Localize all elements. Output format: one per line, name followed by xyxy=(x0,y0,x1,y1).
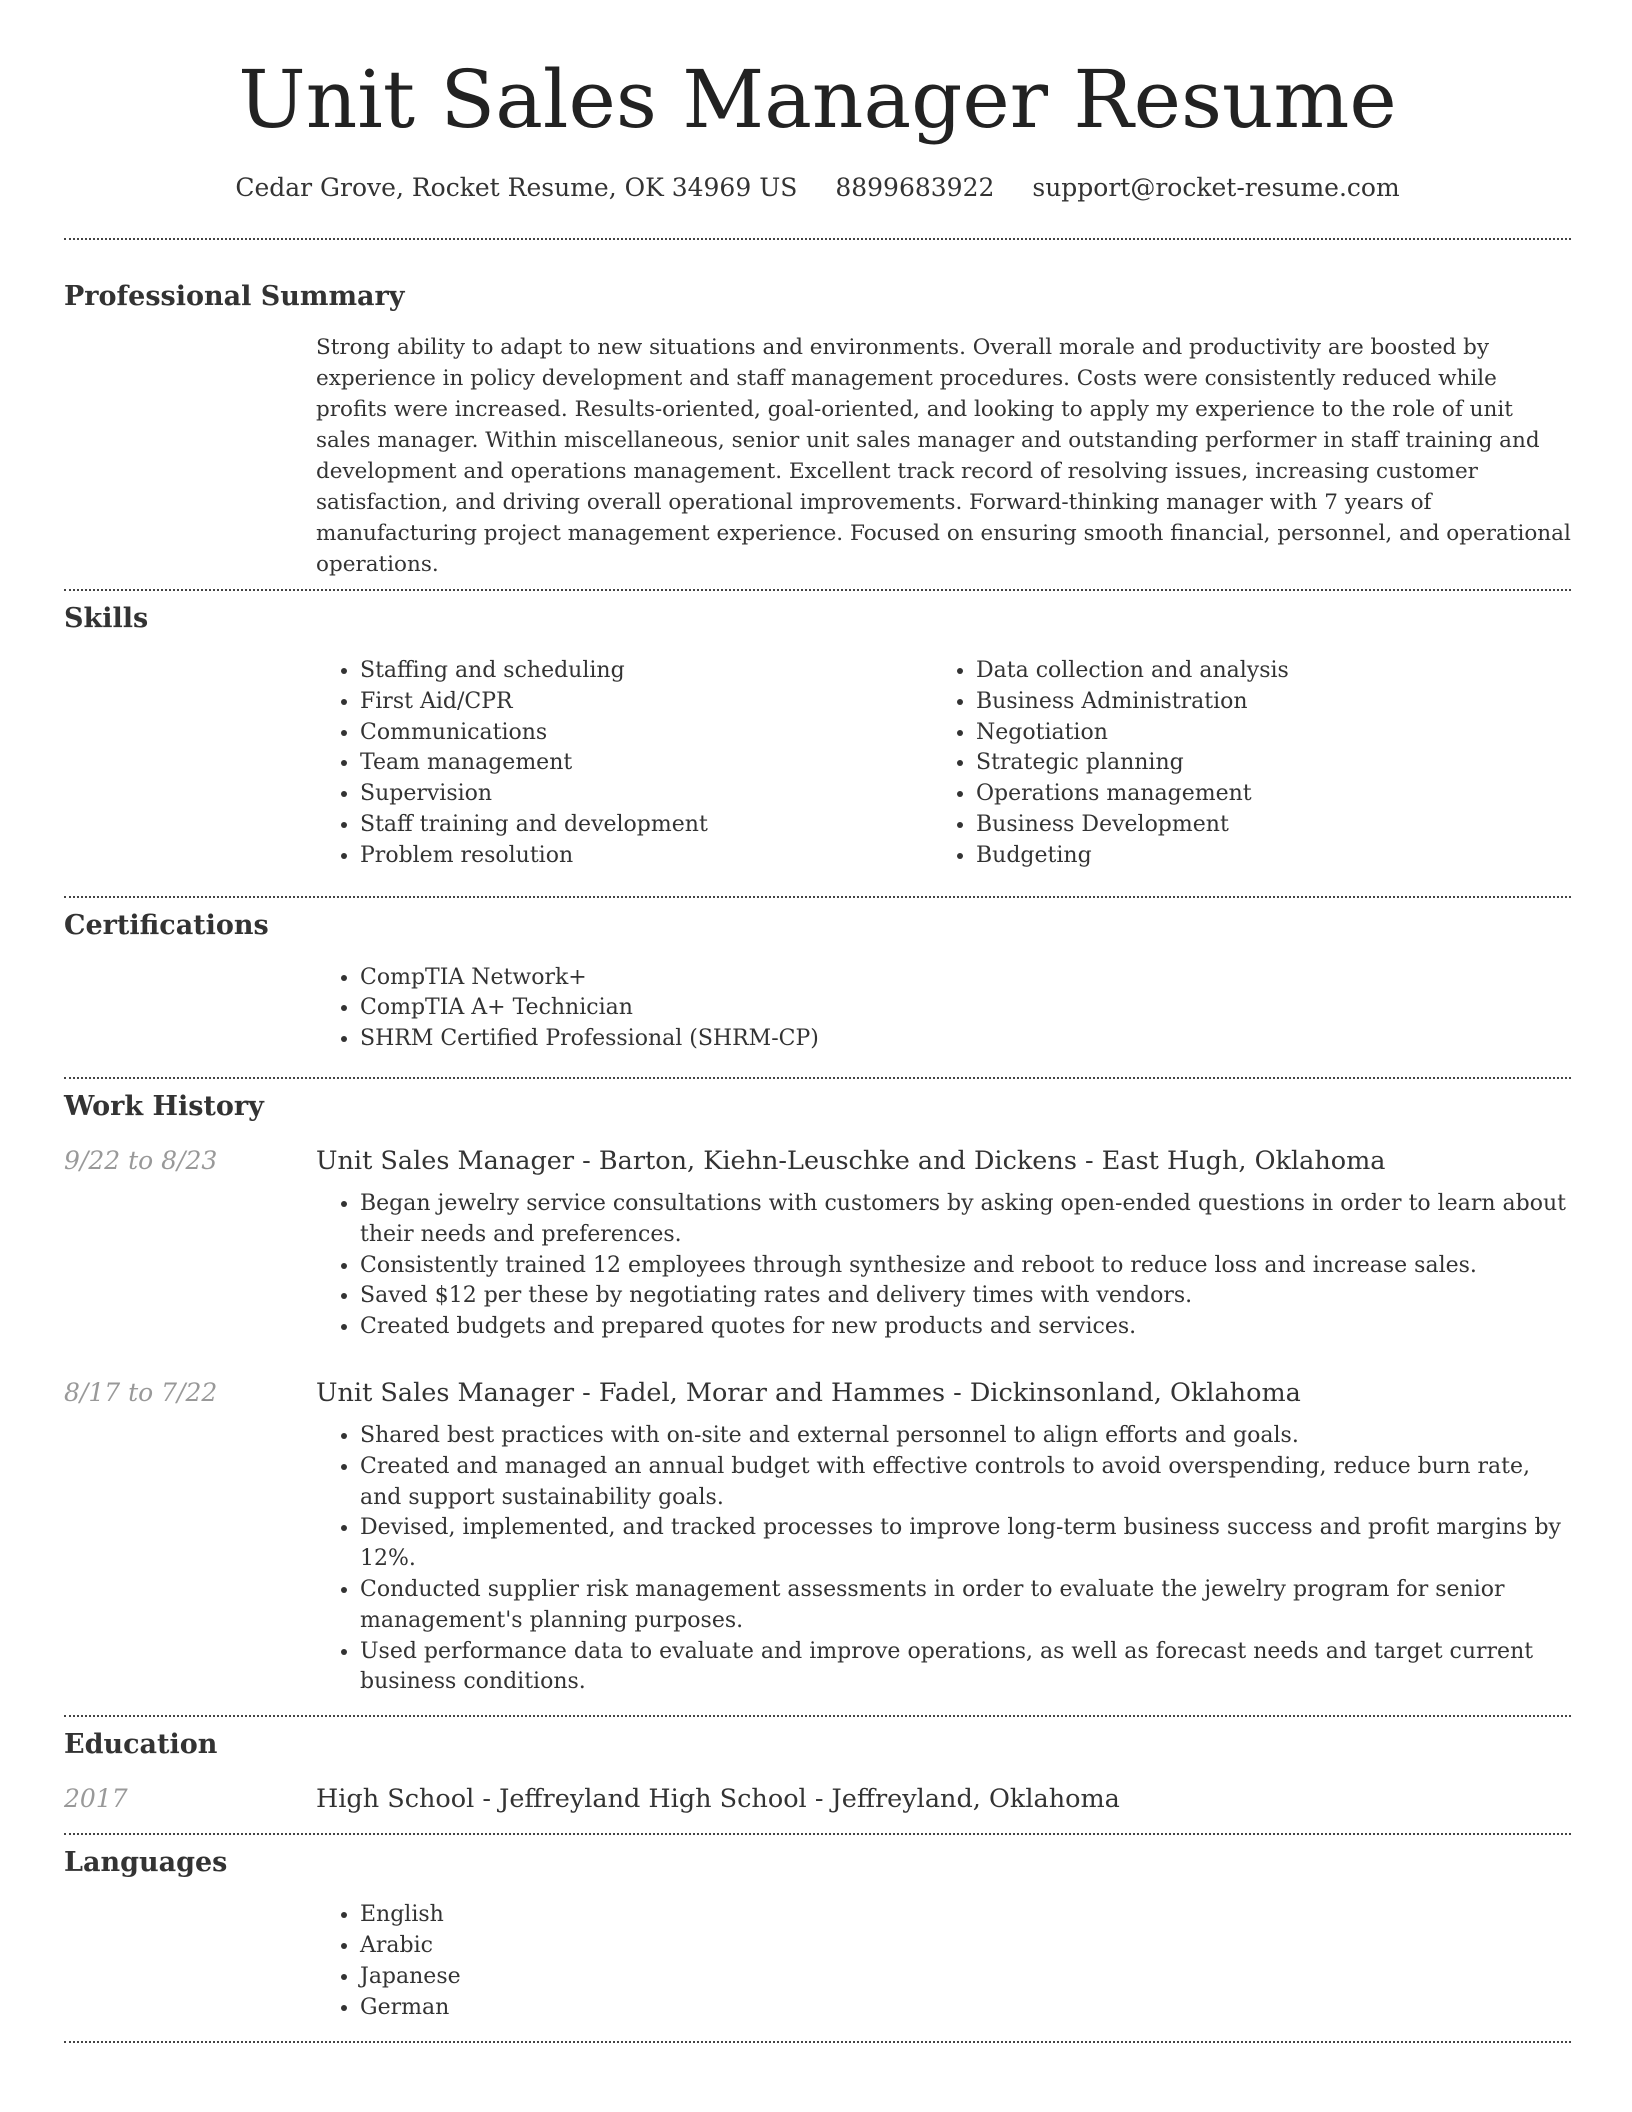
skills-list-right xyxy=(932,656,1548,872)
summary-text: Strong ability to adapt to new situations and environments. Overall morale and productivity are boosted by experience in policy development and staff management procedures. Costs were consistently reduced while profits were increased. Results-oriented, goal-oriented, and looking to apply my experience to the role of unit sales manager. Within miscellaneous, senior unit sales manager and outstanding performer in staff training and development and operations management. Excellent track record of resolving issues, increasing customer satisfaction, and driving overall operational improvements. Forward-thinking manager with 7 years of manufacturing project management experience. Focused on ensuring smooth financial, personnel, and operational operations. xyxy=(316,335,1571,577)
skills-list-left xyxy=(316,656,932,872)
skill-item: • Data collection and analysis xyxy=(976,656,1548,687)
skills-section xyxy=(64,602,1571,872)
job-bullets xyxy=(316,1421,1571,1698)
job-bullet: • Consistently trained 12 employees through synthesize and reboot to reduce loss and increase sales. xyxy=(360,1251,1571,1282)
languages-list xyxy=(316,1900,1571,2023)
job-bullet: • Saved $12 per these by negotiating rates and delivery times with vendors. xyxy=(360,1281,1571,1312)
job-bullet: • Created budgets and prepared quotes for new products and services. xyxy=(360,1312,1571,1343)
language-item: • German xyxy=(360,1993,1571,2024)
job-bullet: • Devised, implemented, and tracked processes to improve long-term business success and profit margins by 12%. xyxy=(360,1513,1571,1575)
work-history-heading: Work History xyxy=(64,1090,264,1122)
job-entry xyxy=(64,1146,1571,1343)
skill-item: • Staffing and scheduling xyxy=(360,656,932,687)
skill-item: • Supervision xyxy=(360,779,932,810)
resume-page xyxy=(64,0,1571,2043)
education-title: High School - Jeffreyland High School - Jeffreyland, Oklahoma xyxy=(316,1784,1120,1815)
section-divider xyxy=(64,1077,1571,1079)
skill-item: • First Aid/CPR xyxy=(360,687,932,718)
job-header xyxy=(64,1146,1571,1176)
job-title: Unit Sales Manager - Barton, Kiehn-Leuschke and Dickens - East Hugh, Oklahoma xyxy=(316,1145,1386,1176)
skill-item: • Team management xyxy=(360,748,932,779)
job-bullet: • Conducted supplier risk management assessments in order to evaluate the jewelry program for senior management's planning purposes. xyxy=(360,1575,1571,1637)
skill-item: • Negotiation xyxy=(976,718,1548,749)
languages-body xyxy=(316,1900,1571,2023)
certifications-heading: Certifications xyxy=(64,909,269,941)
skill-item: • Business Development xyxy=(976,810,1548,841)
job-bullet: • Began jewelry service consultations with customers by asking open-ended questions in order to learn about their needs and preferences. xyxy=(360,1189,1571,1251)
job-dates: 8/17 to 7/22 xyxy=(64,1377,218,1407)
languages-section xyxy=(64,1846,1571,2023)
contact-address: Cedar Grove, Rocket Resume, OK 34969 US xyxy=(235,173,798,202)
job-title: Unit Sales Manager - Fadel, Morar and Hammes - Dickinsonland, Oklahoma xyxy=(316,1377,1301,1408)
work-history-section xyxy=(64,1090,1571,1698)
certification-item: • SHRM Certified Professional (SHRM-CP) xyxy=(360,1024,1571,1055)
job-bullets xyxy=(316,1189,1571,1343)
education-entry xyxy=(64,1784,1571,1814)
language-item: • Japanese xyxy=(360,1962,1571,1993)
education-section xyxy=(64,1728,1571,1814)
skill-item: • Strategic planning xyxy=(976,748,1548,779)
skills-column-left xyxy=(316,656,932,872)
skill-item: • Problem resolution xyxy=(360,841,932,872)
skill-item: • Business Administration xyxy=(976,687,1548,718)
section-divider xyxy=(64,2041,1571,2043)
job-dates: 9/22 to 8/23 xyxy=(64,1145,218,1175)
certifications-section xyxy=(64,909,1571,1055)
skills-columns xyxy=(316,656,1571,872)
skills-column-right xyxy=(932,656,1548,872)
job-entry xyxy=(64,1378,1571,1698)
skill-item: • Staff training and development xyxy=(360,810,932,841)
languages-heading: Languages xyxy=(64,1847,228,1879)
language-item: • Arabic xyxy=(360,1931,1571,1962)
skills-heading: Skills xyxy=(64,603,149,634)
certification-item: • CompTIA A+ Technician xyxy=(360,993,1571,1024)
contact-email: support@rocket-resume.com xyxy=(1032,173,1400,202)
section-divider xyxy=(64,1715,1571,1717)
job-bullet: • Used performance data to evaluate and improve operations, as well as forecast needs and target current business conditions. xyxy=(360,1637,1571,1699)
job-bullet-list xyxy=(316,1421,1571,1698)
education-heading: Education xyxy=(64,1729,218,1761)
certification-item: • CompTIA Network+ xyxy=(360,963,1571,994)
job-bullet: • Shared best practices with on-site and external personnel to align efforts and goals. xyxy=(360,1421,1571,1452)
language-item: • English xyxy=(360,1900,1571,1931)
job-header xyxy=(64,1378,1571,1408)
contact-line xyxy=(64,172,1571,204)
section-divider xyxy=(64,238,1571,240)
skill-item: • Communications xyxy=(360,718,932,749)
certifications-list xyxy=(316,963,1571,1055)
section-divider xyxy=(64,589,1571,591)
job-bullet: • Created and managed an annual budget with effective controls to avoid overspending, reduce burn rate, and support sustainability goals. xyxy=(360,1452,1571,1514)
contact-phone: 8899683922 xyxy=(835,173,995,202)
education-year: 2017 xyxy=(64,1784,128,1814)
skill-item: • Operations management xyxy=(976,779,1548,810)
summary-heading: Professional Summary xyxy=(64,281,405,312)
skill-item: • Budgeting xyxy=(976,841,1548,872)
job-bullet-list xyxy=(316,1189,1571,1343)
resume-title: Unit Sales Manager Resume xyxy=(238,53,1397,146)
section-divider xyxy=(64,896,1571,898)
certifications-body xyxy=(316,963,1571,1055)
summary-section xyxy=(64,280,1571,580)
section-divider xyxy=(64,1833,1571,1835)
